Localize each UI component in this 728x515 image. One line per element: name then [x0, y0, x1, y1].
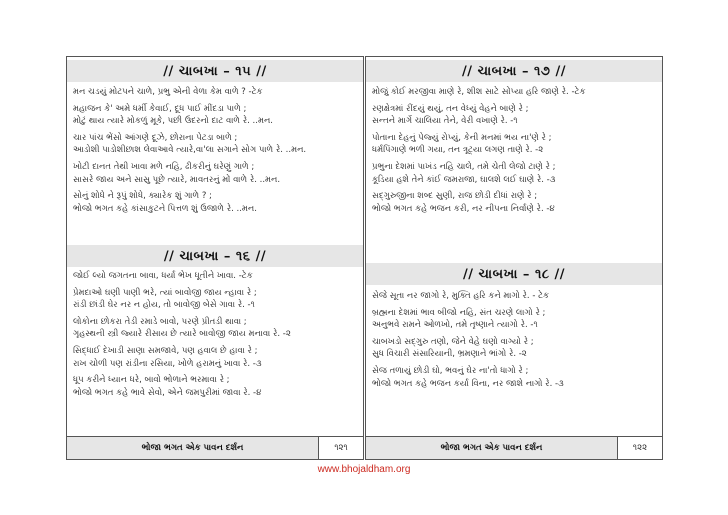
- verse-line: ભોજો ભગત કહે ભજન કર્યા વિના, નર જાશે નાગો રે. -૩: [372, 378, 564, 389]
- page-number: ૧૨૧: [318, 437, 363, 459]
- verse-line: રાખ ચોળી પણ રાંડીના રસિયા, ખોળે હરામનું ખાવા રે. -૩: [73, 358, 262, 369]
- verse-line: સન્તને માર્ગે ચાલિયા તેને, વેરી વખાણે રે. -૧: [372, 116, 518, 127]
- verse-line: પ્રેમદાઓ ઘણી પાણી ભરે, ત્યાં બાવોજી જાય ન્હાવા રે ;: [73, 287, 257, 298]
- verse-line: આડોશી પાડોશીછાશ લેવાઆવે ત્યારે,વા'લા સગાને સોગ પાળે રે. ..મન.: [73, 145, 307, 156]
- verse-line: ધૂપ કરીને ધ્યાન ધરે, બાવો ભોળાને ભરમાવા રે ;: [73, 375, 230, 386]
- website-url[interactable]: www.bhojaldham.org: [317, 464, 411, 475]
- verse-line: મોજું કોઈ મરજીવા માણે રે, શીશ સાટે સોંપ્યા હરિ જાણે રે. -ટેક: [372, 87, 586, 97]
- verse-line: ધર્મપિંગાણે ભળી ગયા, તન ત્રૂટ્યા લગણ તાણે રે. -૨: [372, 145, 544, 156]
- verse-list-16: [73, 270, 357, 399]
- page-number: ૧૨૨: [617, 437, 662, 459]
- verse-line: ખોટી દાનત તેથી ખાવા મળે નહિ, ઢીકરીનું ઘરેણું ગાળે ;: [73, 161, 255, 172]
- verse-line: કૂડિયા હશે તેને કાંઈ જમરાજા, ઘાલશે લઈ ઘાણે રે. -૩: [372, 174, 556, 185]
- verse-line: લોકોના છોકરા તેડી રમાડે બાવો, પરણે પ્રીતડી થાવા ;: [73, 316, 247, 327]
- verse-line: મોટું થાય ત્યારે મોકળું મૂકે, પછી ઉંદરનો દાટ વાળે રે. ..મન.: [73, 116, 273, 127]
- verse-line: રાંડી છાંડી ઘેર નર ન હોય, તો બાવોજી બેસે ગાવા રે. -૧: [73, 300, 255, 311]
- footer-title: ભોજા ભગત એક પાવન દર્શન: [67, 437, 318, 459]
- verse-line: સેજ તળાયું છોડી ઘો, ભવનું ઘેર ના'તો ધાગો રે ;: [372, 365, 529, 376]
- section-heading-17: // ચાબખા – ૧૭ //: [366, 60, 662, 82]
- verse-line: સોનું શોધે ને રૂપું શોધે, ક્યારેક શું ગાળે ? ;: [73, 191, 212, 202]
- section-heading-18: // ચાબખા – ૧૮ //: [366, 263, 662, 285]
- section-heading-15: // ચાબખા – ૧૫ //: [67, 60, 363, 82]
- verse-line: સાસરે જાય અને સાસુ પૂછે ત્યારે, માવતરનું મોં વાળે રે. ..મન.: [73, 174, 281, 185]
- verse-list-17: [372, 86, 656, 215]
- page-footer: [67, 436, 363, 459]
- verse-line: ચાર પાંચ ભેંસો આંગણે દૂઝે, છોરાના પેટડા બાળે ;: [73, 132, 238, 143]
- page-footer: [366, 436, 662, 459]
- verse-line: પ્રભુના દેશમાં પાખંડ નહિ ચાલે, તમે ચેતી લેજો ટાણે રે ;: [372, 161, 556, 172]
- verse-line: અનુભવે રામને ઓળખો, તમે તૃષ્ણાને ત્યાગો રે. -૧: [372, 320, 538, 331]
- verse-line: સુધ વિચારી સંસારિયાની, ભ્રમણાને ભાંગો રે. -૨: [372, 349, 527, 360]
- verse-line: સેજે સૂતા નર જાગો રે, મુક્તિ હરિ કને માગો રે. - ટેક: [372, 291, 550, 301]
- left-page: [66, 56, 364, 460]
- footer-title: ભોજા ભગત એક પાવન દર્શન: [366, 437, 617, 459]
- right-page: [365, 56, 663, 460]
- verse-list-18: [372, 290, 656, 390]
- verse-line: ભોજો ભગત કહે ભાવે સેવો, એને જમપુરીમાં જાવા રે. -૪: [73, 387, 262, 398]
- verse-line: સિદ્ધાઈ દેખાડી સાણા સમજાવે, પણ હવાલ છે હાવા રે ;: [73, 345, 258, 356]
- verse-line: મહાજન કે' અમે ધર્મી કેવાઈ, દૂધ પાઈ મીંદડા પાળે ;: [73, 103, 247, 114]
- verse-line: જોઈ લ્યો જગતના બાવા, ધર્યા ભેખ ધૂતીને ખાવા. -ટેક: [73, 271, 253, 281]
- verse-line: સદ્ગુરુજીના શબ્દ સુણી, રાજ છોડી દીધાં રાણે રે ;: [372, 191, 538, 202]
- verse-line: ભોજો ભગત કહે કાંસાકુટને પિત્તળ શું ઉજાળે રે. ..મન.: [73, 203, 257, 214]
- verse-line: ભોજો ભગત કહે ભજન કરી, નર નીપના નિર્વાણે રે. -૪: [372, 203, 555, 214]
- verse-list-15: [73, 86, 357, 215]
- verse-line: મન ચડયું મોટપને ચાળે, પ્રભુ એની વેળા કેમ વાળે ? -ટેક: [73, 87, 263, 97]
- verse-line: પોતાના દેહનું પેજ્યું રોપ્યું, કેની મનમાં ભય ના'ણે રે ;: [372, 132, 552, 143]
- verse-line: ગૃહસ્થની સ્ત્રી જ્યારે રીસાય છે ત્યારે બાવોજી જાય મનાવા રે. -૨: [73, 329, 291, 340]
- verse-line: રણક્ષેત્રમાં રીંદયું થયું, તન વેધ્યું વેહને બાણે રે ;: [372, 103, 529, 114]
- section-heading-16: // ચાબખા – ૧૬ //: [67, 245, 363, 267]
- verse-line: ચાબખડો સદ્ગુરુ તણો, જેને વેહે ઘણો વાગ્યો રે ;: [372, 336, 534, 347]
- verse-line: બ્રહ્મના દેશમાં ભાવ બીજો નહિ, સંત ચરણે લાગો રે ;: [372, 307, 546, 318]
